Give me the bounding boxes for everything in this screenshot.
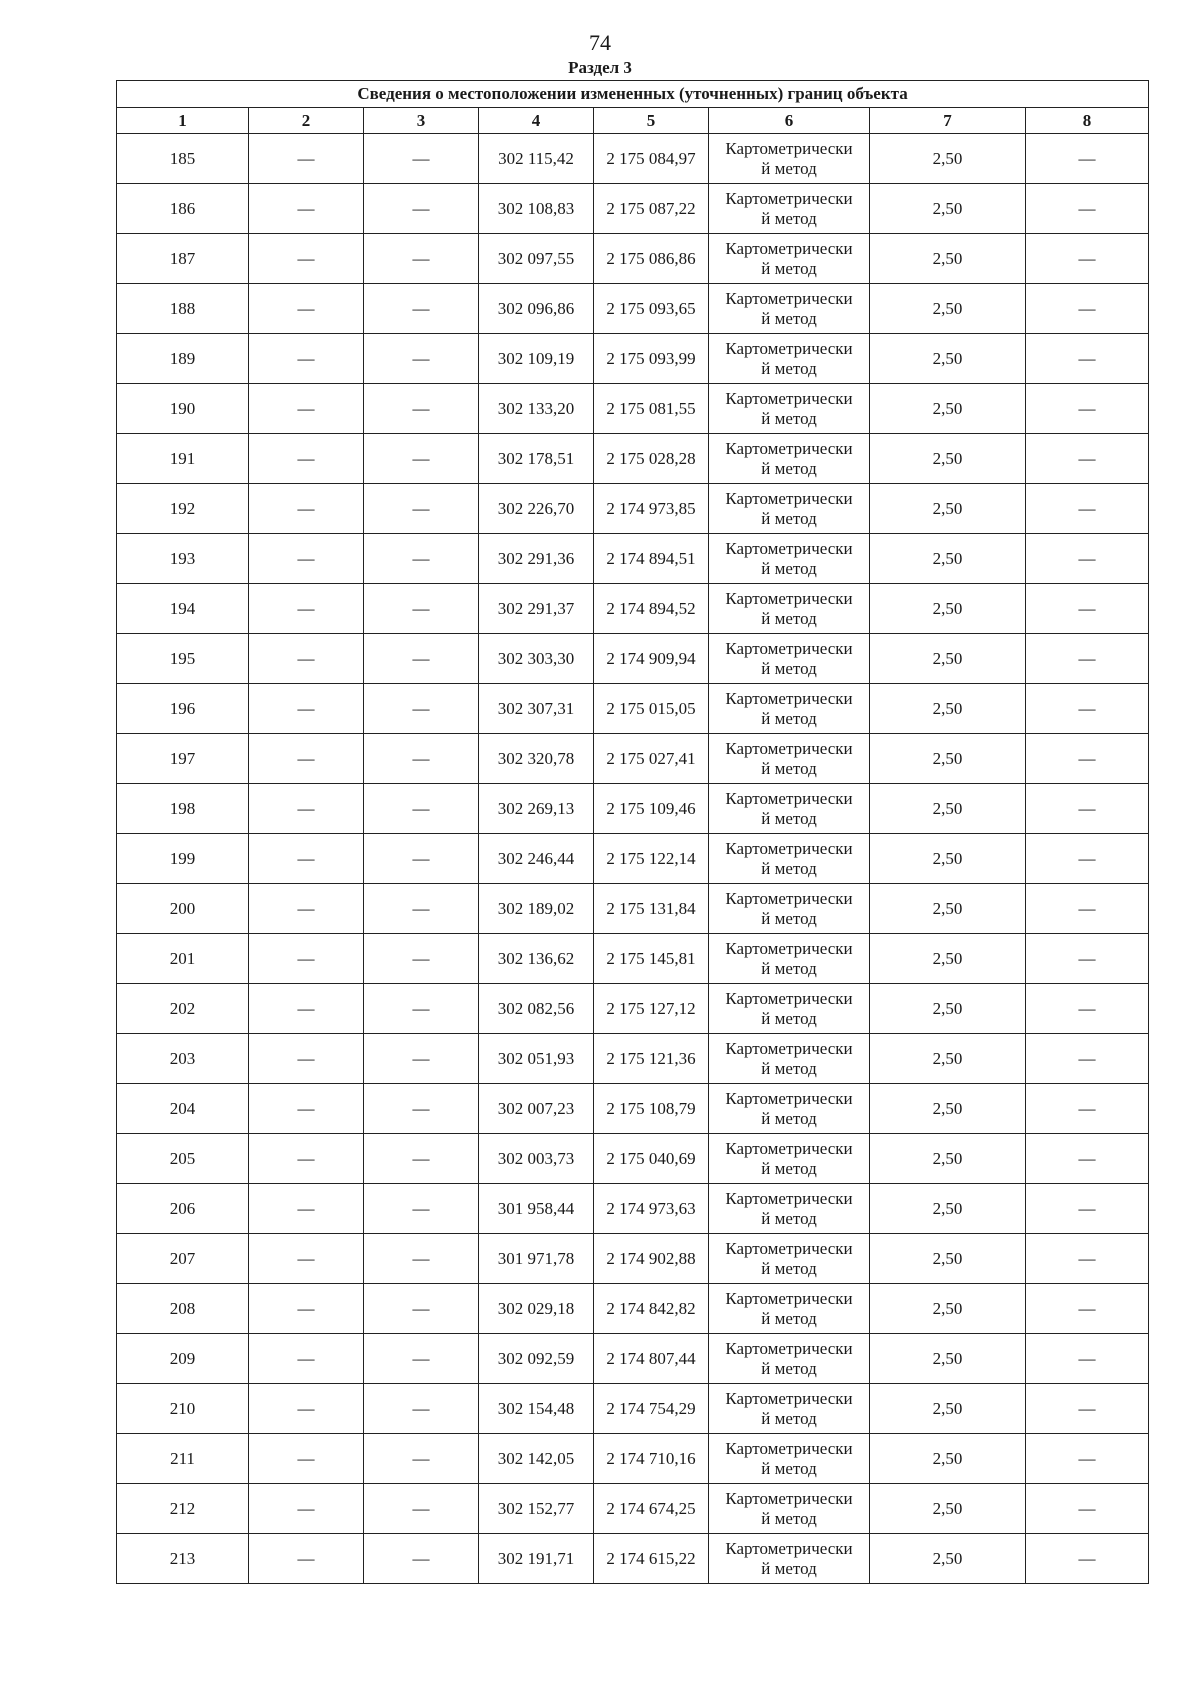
- coord-x-cell: 302 115,42: [479, 134, 594, 184]
- method-cell: Картометрически й метод: [709, 834, 870, 884]
- col-2-cell: —: [249, 584, 364, 634]
- coord-x-cell: 302 307,31: [479, 684, 594, 734]
- table-row: [117, 1334, 1149, 1384]
- coord-x-cell: 302 007,23: [479, 1084, 594, 1134]
- method-cell: Картометрически й метод: [709, 434, 870, 484]
- point-number-cell: 209: [117, 1334, 249, 1384]
- accuracy-cell: 2,50: [870, 1234, 1026, 1284]
- coord-y-cell: 2 174 909,94: [594, 634, 709, 684]
- point-number-cell: 191: [117, 434, 249, 484]
- coord-x-cell: 302 152,77: [479, 1484, 594, 1534]
- accuracy-cell: 2,50: [870, 1134, 1026, 1184]
- accuracy-cell: 2,50: [870, 134, 1026, 184]
- coord-x-cell: 302 191,71: [479, 1534, 594, 1584]
- col-8-cell: —: [1026, 684, 1149, 734]
- accuracy-cell: 2,50: [870, 1284, 1026, 1334]
- method-cell: Картометрически й метод: [709, 1034, 870, 1084]
- coord-y-cell: 2 174 842,82: [594, 1284, 709, 1334]
- table-row: [117, 1084, 1149, 1134]
- col-8-cell: —: [1026, 1034, 1149, 1084]
- table-row: [117, 184, 1149, 234]
- column-number-row: [117, 108, 1149, 134]
- col-3-cell: —: [364, 334, 479, 384]
- col-3-cell: —: [364, 1084, 479, 1134]
- accuracy-cell: 2,50: [870, 1484, 1026, 1534]
- coord-x-cell: 302 154,48: [479, 1384, 594, 1434]
- coord-y-cell: 2 175 109,46: [594, 784, 709, 834]
- coord-y-cell: 2 174 894,52: [594, 584, 709, 634]
- method-cell: Картометрически й метод: [709, 884, 870, 934]
- coord-x-cell: 302 136,62: [479, 934, 594, 984]
- point-number-cell: 197: [117, 734, 249, 784]
- col-3-cell: —: [364, 1534, 479, 1584]
- point-number-cell: 204: [117, 1084, 249, 1134]
- col-8-cell: —: [1026, 1234, 1149, 1284]
- table-row: [117, 1034, 1149, 1084]
- method-cell: Картометрически й метод: [709, 1334, 870, 1384]
- coord-x-cell: 302 226,70: [479, 484, 594, 534]
- method-cell: Картометрически й метод: [709, 1084, 870, 1134]
- accuracy-cell: 2,50: [870, 184, 1026, 234]
- accuracy-cell: 2,50: [870, 734, 1026, 784]
- coord-x-cell: 302 291,36: [479, 534, 594, 584]
- coord-y-cell: 2 174 902,88: [594, 1234, 709, 1284]
- point-number-cell: 206: [117, 1184, 249, 1234]
- point-number-cell: 212: [117, 1484, 249, 1534]
- col-3-cell: —: [364, 1034, 479, 1084]
- method-cell: Картометрически й метод: [709, 584, 870, 634]
- table-body: [117, 134, 1149, 1584]
- table-row: [117, 934, 1149, 984]
- table-row: [117, 1384, 1149, 1434]
- col-2-cell: —: [249, 184, 364, 234]
- method-cell: Картометрически й метод: [709, 1234, 870, 1284]
- accuracy-cell: 2,50: [870, 634, 1026, 684]
- method-cell: Картометрически й метод: [709, 684, 870, 734]
- table-row: [117, 484, 1149, 534]
- col-8-cell: —: [1026, 484, 1149, 534]
- col-3-cell: —: [364, 234, 479, 284]
- accuracy-cell: 2,50: [870, 834, 1026, 884]
- table-row: [117, 534, 1149, 584]
- coord-y-cell: 2 175 081,55: [594, 384, 709, 434]
- point-number-cell: 189: [117, 334, 249, 384]
- point-number-cell: 198: [117, 784, 249, 834]
- col-8-cell: —: [1026, 584, 1149, 634]
- coord-x-cell: 301 971,78: [479, 1234, 594, 1284]
- col-3-cell: —: [364, 1384, 479, 1434]
- table-row: [117, 1234, 1149, 1284]
- coord-y-cell: 2 175 127,12: [594, 984, 709, 1034]
- method-cell: Картометрически й метод: [709, 284, 870, 334]
- col-3-cell: —: [364, 384, 479, 434]
- col-2-cell: —: [249, 1184, 364, 1234]
- accuracy-cell: 2,50: [870, 384, 1026, 434]
- col-3-cell: —: [364, 634, 479, 684]
- coord-y-cell: 2 175 121,36: [594, 1034, 709, 1084]
- table-row: [117, 234, 1149, 284]
- point-number-cell: 188: [117, 284, 249, 334]
- accuracy-cell: 2,50: [870, 1434, 1026, 1484]
- col-3-cell: —: [364, 984, 479, 1034]
- point-number-cell: 208: [117, 1284, 249, 1334]
- accuracy-cell: 2,50: [870, 434, 1026, 484]
- col-2-cell: —: [249, 684, 364, 734]
- col-8-cell: —: [1026, 784, 1149, 834]
- col-3-cell: —: [364, 1434, 479, 1484]
- col-8-cell: —: [1026, 1334, 1149, 1384]
- col-2-cell: —: [249, 784, 364, 834]
- coord-x-cell: 302 133,20: [479, 384, 594, 434]
- table-row: [117, 984, 1149, 1034]
- col-3-cell: —: [364, 1234, 479, 1284]
- point-number-cell: 185: [117, 134, 249, 184]
- col-8-cell: —: [1026, 834, 1149, 884]
- accuracy-cell: 2,50: [870, 684, 1026, 734]
- col-8-cell: —: [1026, 634, 1149, 684]
- coord-y-cell: 2 174 807,44: [594, 1334, 709, 1384]
- col-3-cell: —: [364, 534, 479, 584]
- col-2-cell: —: [249, 1434, 364, 1484]
- coord-y-cell: 2 175 093,65: [594, 284, 709, 334]
- col-2-cell: —: [249, 1384, 364, 1434]
- accuracy-cell: 2,50: [870, 1384, 1026, 1434]
- point-number-cell: 201: [117, 934, 249, 984]
- col-2-cell: —: [249, 934, 364, 984]
- col-8-cell: —: [1026, 1434, 1149, 1484]
- method-cell: Картометрически й метод: [709, 1534, 870, 1584]
- coord-y-cell: 2 175 122,14: [594, 834, 709, 884]
- col-3-cell: —: [364, 584, 479, 634]
- col-3-cell: —: [364, 734, 479, 784]
- col-8-cell: —: [1026, 1484, 1149, 1534]
- method-cell: Картометрически й метод: [709, 934, 870, 984]
- point-number-cell: 193: [117, 534, 249, 584]
- method-cell: Картометрически й метод: [709, 1184, 870, 1234]
- coord-y-cell: 2 174 973,85: [594, 484, 709, 534]
- method-cell: Картометрически й метод: [709, 1484, 870, 1534]
- col-3-cell: —: [364, 284, 479, 334]
- point-number-cell: 196: [117, 684, 249, 734]
- coord-x-cell: 302 097,55: [479, 234, 594, 284]
- point-number-cell: 203: [117, 1034, 249, 1084]
- coord-x-cell: 302 096,86: [479, 284, 594, 334]
- accuracy-cell: 2,50: [870, 334, 1026, 384]
- accuracy-cell: 2,50: [870, 1034, 1026, 1084]
- col-2-cell: —: [249, 1034, 364, 1084]
- table-row: [117, 1484, 1149, 1534]
- coord-y-cell: 2 175 028,28: [594, 434, 709, 484]
- col-8-cell: —: [1026, 1084, 1149, 1134]
- col-8-cell: —: [1026, 1384, 1149, 1434]
- point-number-cell: 199: [117, 834, 249, 884]
- table-row: [117, 334, 1149, 384]
- point-number-cell: 192: [117, 484, 249, 534]
- col-2-cell: —: [249, 634, 364, 684]
- table-row: [117, 884, 1149, 934]
- col-3-cell: —: [364, 1334, 479, 1384]
- table-row: [117, 834, 1149, 884]
- coord-x-cell: 302 303,30: [479, 634, 594, 684]
- accuracy-cell: 2,50: [870, 284, 1026, 334]
- page-number: 74: [589, 30, 611, 55]
- col-3-cell: —: [364, 484, 479, 534]
- accuracy-cell: 2,50: [870, 984, 1026, 1034]
- coord-y-cell: 2 175 015,05: [594, 684, 709, 734]
- col-3-cell: —: [364, 934, 479, 984]
- coord-x-cell: 301 958,44: [479, 1184, 594, 1234]
- method-cell: Картометрически й метод: [709, 334, 870, 384]
- method-cell: Картометрически й метод: [709, 1284, 870, 1334]
- table-row: [117, 134, 1149, 184]
- coord-y-cell: 2 175 040,69: [594, 1134, 709, 1184]
- table-caption: Сведения о местоположении измененных (уточненных) границ объекта: [117, 81, 1149, 108]
- coord-y-cell: 2 174 710,16: [594, 1434, 709, 1484]
- coord-x-cell: 302 189,02: [479, 884, 594, 934]
- point-number-cell: 190: [117, 384, 249, 434]
- method-cell: Картометрически й метод: [709, 1434, 870, 1484]
- column-number-1: 1: [117, 108, 249, 134]
- col-2-cell: —: [249, 334, 364, 384]
- col-8-cell: —: [1026, 934, 1149, 984]
- column-number-4: 4: [479, 108, 594, 134]
- col-8-cell: —: [1026, 1184, 1149, 1234]
- coord-x-cell: 302 291,37: [479, 584, 594, 634]
- col-3-cell: —: [364, 834, 479, 884]
- method-cell: Картометрически й метод: [709, 234, 870, 284]
- table-row: [117, 284, 1149, 334]
- col-3-cell: —: [364, 1484, 479, 1534]
- coord-y-cell: 2 174 674,25: [594, 1484, 709, 1534]
- col-8-cell: —: [1026, 384, 1149, 434]
- col-2-cell: —: [249, 1284, 364, 1334]
- accuracy-cell: 2,50: [870, 784, 1026, 834]
- point-number-cell: 195: [117, 634, 249, 684]
- column-number-5: 5: [594, 108, 709, 134]
- accuracy-cell: 2,50: [870, 534, 1026, 584]
- table-row: [117, 434, 1149, 484]
- col-3-cell: —: [364, 784, 479, 834]
- coord-x-cell: 302 142,05: [479, 1434, 594, 1484]
- coord-x-cell: 302 246,44: [479, 834, 594, 884]
- accuracy-cell: 2,50: [870, 884, 1026, 934]
- table-row: [117, 1284, 1149, 1334]
- table-row: [117, 784, 1149, 834]
- coord-y-cell: 2 174 894,51: [594, 534, 709, 584]
- method-cell: Картометрически й метод: [709, 1384, 870, 1434]
- point-number-cell: 210: [117, 1384, 249, 1434]
- col-3-cell: —: [364, 1134, 479, 1184]
- point-number-cell: 186: [117, 184, 249, 234]
- col-2-cell: —: [249, 734, 364, 784]
- coord-x-cell: 302 108,83: [479, 184, 594, 234]
- col-2-cell: —: [249, 1534, 364, 1584]
- method-cell: Картометрически й метод: [709, 984, 870, 1034]
- col-3-cell: —: [364, 684, 479, 734]
- accuracy-cell: 2,50: [870, 934, 1026, 984]
- col-2-cell: —: [249, 1484, 364, 1534]
- col-2-cell: —: [249, 484, 364, 534]
- table-row: [117, 1134, 1149, 1184]
- coord-y-cell: 2 175 087,22: [594, 184, 709, 234]
- accuracy-cell: 2,50: [870, 1084, 1026, 1134]
- col-2-cell: —: [249, 134, 364, 184]
- col-2-cell: —: [249, 434, 364, 484]
- coord-x-cell: 302 109,19: [479, 334, 594, 384]
- table-row: [117, 1434, 1149, 1484]
- method-cell: Картометрически й метод: [709, 784, 870, 834]
- col-8-cell: —: [1026, 184, 1149, 234]
- col-8-cell: —: [1026, 884, 1149, 934]
- coord-x-cell: 302 320,78: [479, 734, 594, 784]
- accuracy-cell: 2,50: [870, 484, 1026, 534]
- table-row: [117, 1184, 1149, 1234]
- col-8-cell: —: [1026, 734, 1149, 784]
- accuracy-cell: 2,50: [870, 1184, 1026, 1234]
- col-2-cell: —: [249, 534, 364, 584]
- table-row: [117, 1534, 1149, 1584]
- coord-x-cell: 302 269,13: [479, 784, 594, 834]
- accuracy-cell: 2,50: [870, 1334, 1026, 1384]
- col-8-cell: —: [1026, 234, 1149, 284]
- method-cell: Картометрически й метод: [709, 384, 870, 434]
- col-8-cell: —: [1026, 1134, 1149, 1184]
- col-8-cell: —: [1026, 534, 1149, 584]
- point-number-cell: 211: [117, 1434, 249, 1484]
- col-2-cell: —: [249, 1334, 364, 1384]
- col-3-cell: —: [364, 1184, 479, 1234]
- table-row: [117, 584, 1149, 634]
- col-8-cell: —: [1026, 1284, 1149, 1334]
- column-number-3: 3: [364, 108, 479, 134]
- point-number-cell: 213: [117, 1534, 249, 1584]
- method-cell: Картометрически й метод: [709, 1134, 870, 1184]
- coord-y-cell: 2 175 145,81: [594, 934, 709, 984]
- method-cell: Картометрически й метод: [709, 734, 870, 784]
- col-2-cell: —: [249, 834, 364, 884]
- col-2-cell: —: [249, 884, 364, 934]
- point-number-cell: 194: [117, 584, 249, 634]
- accuracy-cell: 2,50: [870, 1534, 1026, 1584]
- table-row: [117, 634, 1149, 684]
- accuracy-cell: 2,50: [870, 234, 1026, 284]
- coord-y-cell: 2 174 754,29: [594, 1384, 709, 1434]
- point-number-cell: 202: [117, 984, 249, 1034]
- coord-y-cell: 2 175 084,97: [594, 134, 709, 184]
- col-3-cell: —: [364, 134, 479, 184]
- method-cell: Картометрически й метод: [709, 484, 870, 534]
- column-number-7: 7: [870, 108, 1026, 134]
- column-number-6: 6: [709, 108, 870, 134]
- table-row: [117, 684, 1149, 734]
- method-cell: Картометрически й метод: [709, 634, 870, 684]
- col-2-cell: —: [249, 234, 364, 284]
- col-2-cell: —: [249, 284, 364, 334]
- col-2-cell: —: [249, 1134, 364, 1184]
- col-3-cell: —: [364, 1284, 479, 1334]
- coord-y-cell: 2 174 615,22: [594, 1534, 709, 1584]
- point-number-cell: 205: [117, 1134, 249, 1184]
- column-number-8: 8: [1026, 108, 1149, 134]
- point-number-cell: 207: [117, 1234, 249, 1284]
- coord-y-cell: 2 174 973,63: [594, 1184, 709, 1234]
- coord-x-cell: 302 178,51: [479, 434, 594, 484]
- col-3-cell: —: [364, 434, 479, 484]
- col-8-cell: —: [1026, 1534, 1149, 1584]
- section-title: Раздел 3: [568, 58, 632, 77]
- col-2-cell: —: [249, 384, 364, 434]
- coord-y-cell: 2 175 086,86: [594, 234, 709, 284]
- coord-y-cell: 2 175 108,79: [594, 1084, 709, 1134]
- point-number-cell: 200: [117, 884, 249, 934]
- col-8-cell: —: [1026, 984, 1149, 1034]
- coord-x-cell: 302 051,93: [479, 1034, 594, 1084]
- col-2-cell: —: [249, 984, 364, 1034]
- coordinates-table: [116, 80, 1149, 1584]
- table-row: [117, 384, 1149, 434]
- coord-x-cell: 302 092,59: [479, 1334, 594, 1384]
- col-8-cell: —: [1026, 434, 1149, 484]
- col-3-cell: —: [364, 884, 479, 934]
- accuracy-cell: 2,50: [870, 584, 1026, 634]
- method-cell: Картометрически й метод: [709, 134, 870, 184]
- coord-y-cell: 2 175 093,99: [594, 334, 709, 384]
- col-2-cell: —: [249, 1084, 364, 1134]
- point-number-cell: 187: [117, 234, 249, 284]
- col-8-cell: —: [1026, 134, 1149, 184]
- method-cell: Картометрически й метод: [709, 184, 870, 234]
- column-number-2: 2: [249, 108, 364, 134]
- col-3-cell: —: [364, 184, 479, 234]
- table-row: [117, 734, 1149, 784]
- coord-x-cell: 302 082,56: [479, 984, 594, 1034]
- method-cell: Картометрически й метод: [709, 534, 870, 584]
- col-8-cell: —: [1026, 334, 1149, 384]
- coord-x-cell: 302 003,73: [479, 1134, 594, 1184]
- coord-y-cell: 2 175 027,41: [594, 734, 709, 784]
- coord-y-cell: 2 175 131,84: [594, 884, 709, 934]
- col-8-cell: —: [1026, 284, 1149, 334]
- col-2-cell: —: [249, 1234, 364, 1284]
- coord-x-cell: 302 029,18: [479, 1284, 594, 1334]
